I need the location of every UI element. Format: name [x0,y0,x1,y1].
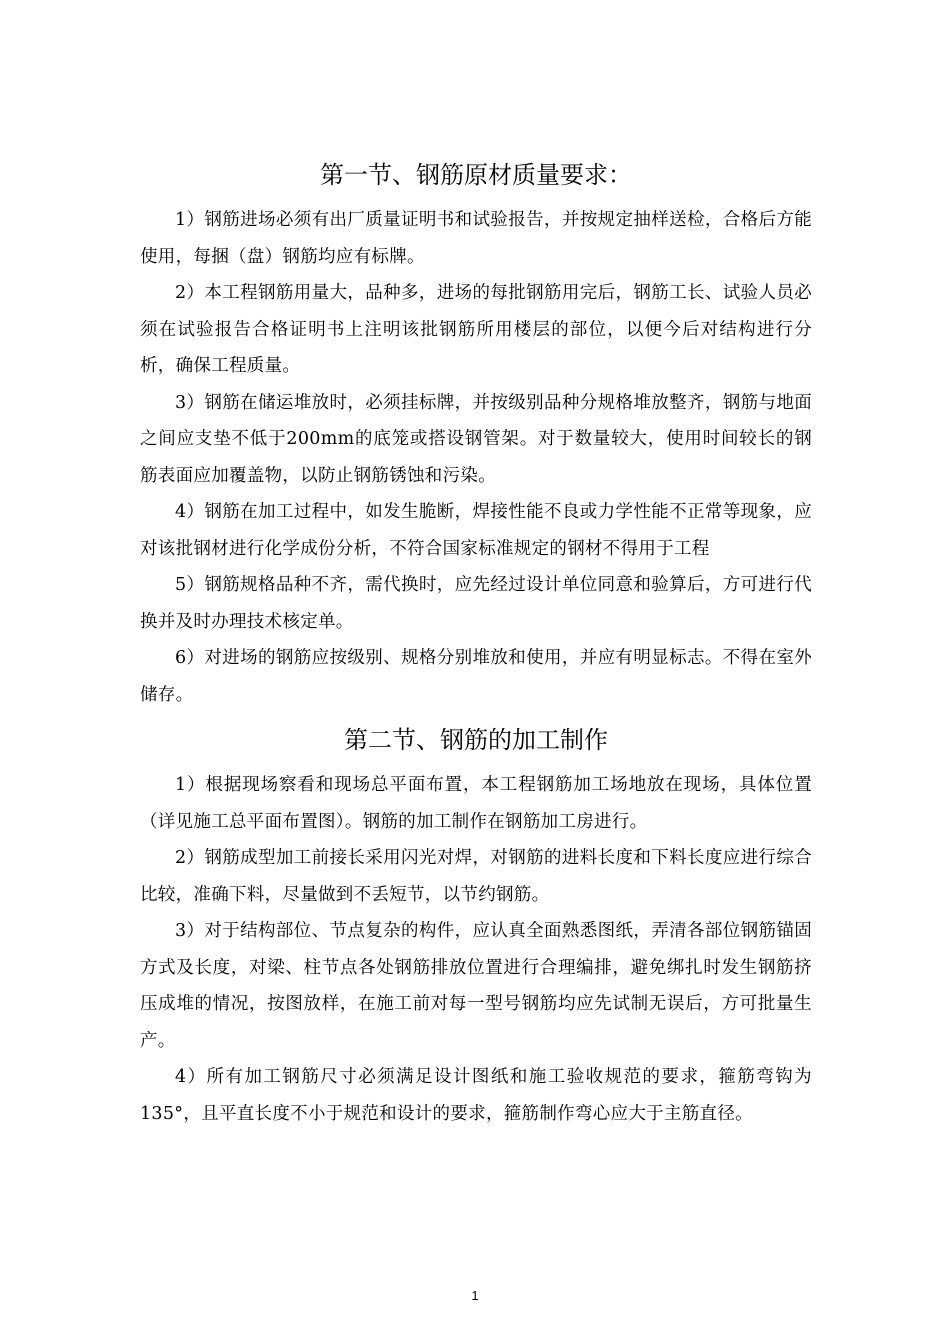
page-number: 1 [471,1288,479,1303]
section-2-paragraph-3: 3）对于结构部位、节点复杂的构件，应认真全面熟悉图纸，弄清各部位钢筋锚固方式及长度，对梁、柱节点各处钢筋排放位置进行合理编排，避免绑扎时发生钢筋挤压成堆的情况，按图放样，在施工前对每一型号钢筋均应先试制无误后，方可批量生产。 [140,921,812,1051]
section-1-paragraph-5: 5）钢筋规格品种不齐，需代换时，应先经过设计单位同意和验算后，方可进行代换并及时办理技术核定单。 [140,575,812,632]
section-2-paragraph-1: 1）根据现场察看和现场总平面布置，本工程钢筋加工场地放在现场，具体位置（详见施工总平面布置图）。钢筋的加工制作在钢筋加工房进行。 [140,775,812,832]
section-1-paragraph-6: 6）对进场的钢筋应按级别、规格分别堆放和使用，并应有明显标志。不得在室外储存。 [140,648,812,705]
section-2-title: 第二节、钢筋的加工制作 [344,726,608,754]
section-2-paragraph-4: 4）所有加工钢筋尺寸必须满足设计图纸和施工验收规范的要求，箍筋弯钩为135°，且平直长度不小于规范和设计的要求，箍筋制作弯心应大于主筋直径。 [140,1067,812,1124]
section-1-paragraph-4: 4）钢筋在加工过程中，如发生脆断，焊接性能不良或力学性能不正常等现象，应对该批钢材进行化学成份分析，不符合国家标准规定的钢材不得用于工程 [140,502,812,559]
document-body [140,148,812,1132]
section-1-paragraph-1: 1）钢筋进场必须有出厂质量证明书和试验报告，并按规定抽样送检，合格后方能使用，每捆（盘）钢筋均应有标牌。 [140,210,812,267]
section-1-paragraph-2: 2）本工程钢筋用量大，品种多，进场的每批钢筋用完后，钢筋工长、试验人员必须在试验报告合格证明书上注明该批钢筋所用楼层的部位，以便今后对结构进行分析，确保工程质量。 [140,283,812,376]
section-2-paragraph-2: 2）钢筋成型加工前接长采用闪光对焊，对钢筋的进料长度和下料长度应进行综合比较，准确下料，尽量做到不丢短节，以节约钢筋。 [140,848,812,905]
section-1-title: 第一节、钢筋原材质量要求： [320,161,632,189]
section-1-paragraph-3: 3）钢筋在储运堆放时，必须挂标牌，并按级别品种分规格堆放整齐，钢筋与地面之间应支垫不低于200mm的底笼或搭设钢管架。对于数量较大，使用时间较长的钢筋表面应加覆盖物，以防止钢筋锈蚀和污染。 [140,392,812,486]
